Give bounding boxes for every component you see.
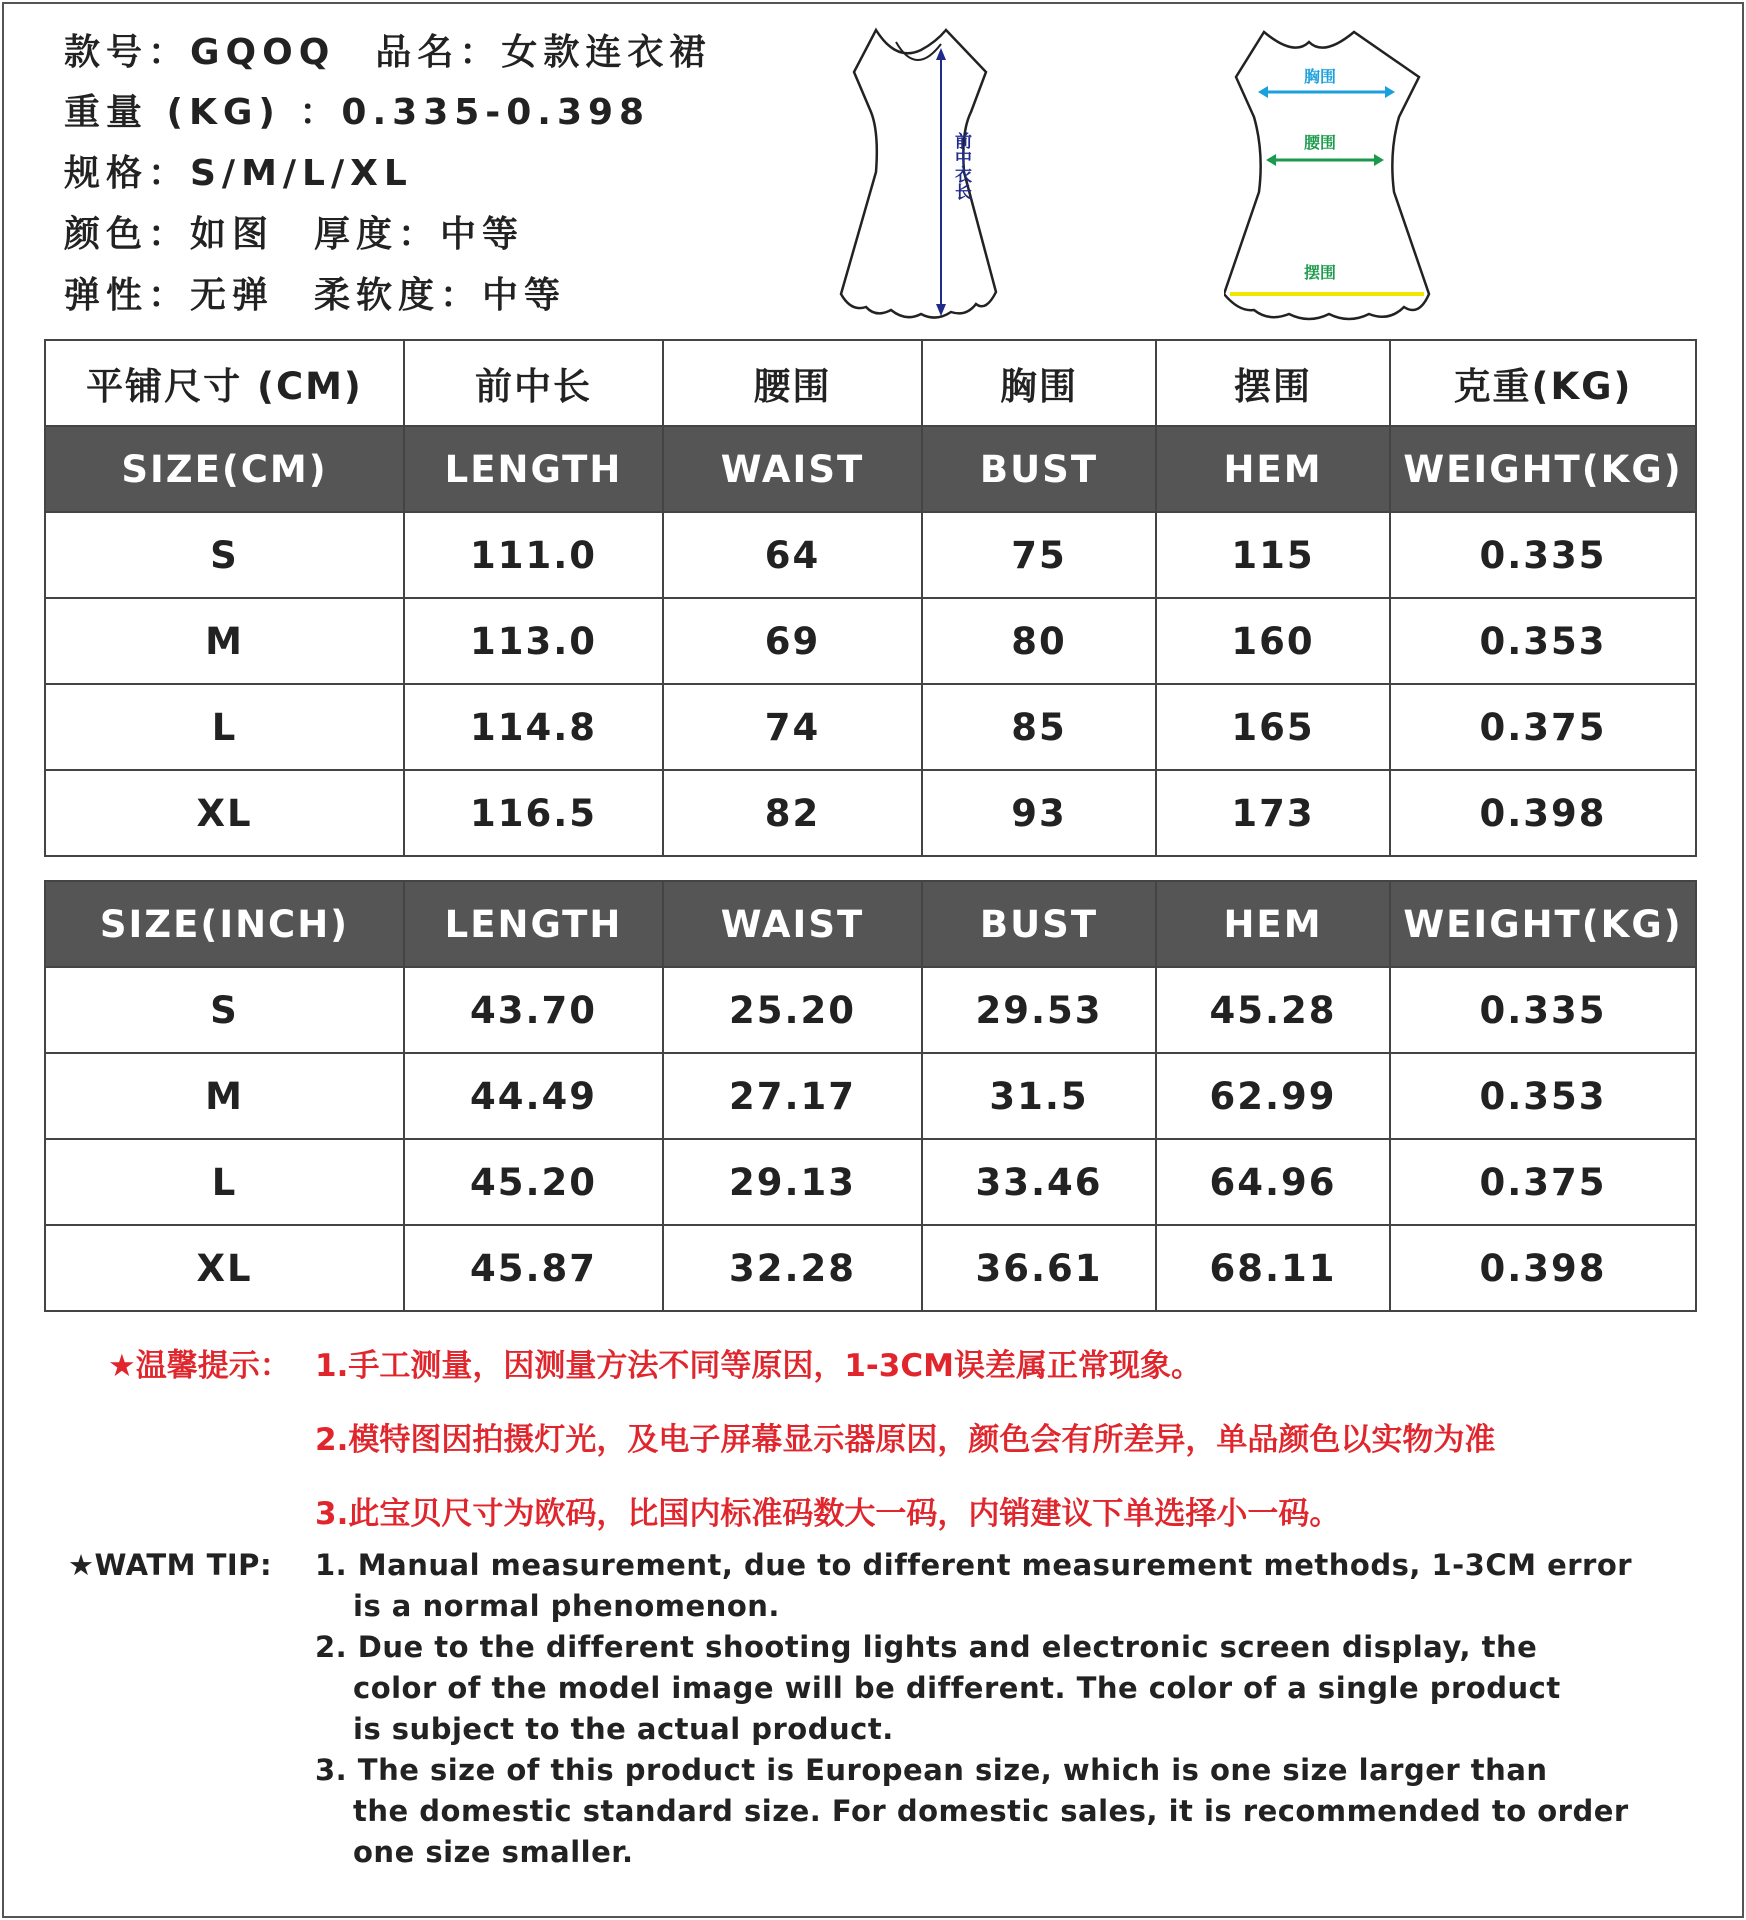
table-header-row	[45, 426, 1696, 512]
table-cell: HEM	[1156, 426, 1390, 512]
table-cell: 82	[663, 770, 922, 856]
table-cell: M	[45, 598, 404, 684]
table-row	[45, 598, 1696, 684]
table-cell: 80	[922, 598, 1156, 684]
table-cell: 114.8	[404, 684, 663, 770]
table-cell: 165	[1156, 684, 1390, 770]
note-en-line: the domestic standard size. For domestic sales, it is recommended to order	[353, 1794, 1629, 1828]
header-sizes: 规格：S/M/L/XL	[64, 153, 413, 194]
table-cell: 43.70	[404, 967, 663, 1053]
table-cell: 0.353	[1390, 598, 1696, 684]
hem-label: 摆围	[1304, 263, 1337, 282]
table-cell: 44.49	[404, 1053, 663, 1139]
table-cell: WEIGHT(KG)	[1390, 881, 1696, 967]
table-cell: 69	[663, 598, 922, 684]
table-cell: M	[45, 1053, 404, 1139]
table-cell: 62.99	[1156, 1053, 1390, 1139]
table-cell: 33.46	[922, 1139, 1156, 1225]
table-cell: BUST	[922, 881, 1156, 967]
table-cell: 113.0	[404, 598, 663, 684]
table-cell: 前中长	[404, 340, 663, 426]
table-row	[45, 770, 1696, 856]
dress-measurement-diagram	[1224, 22, 1434, 324]
table-cell: S	[45, 512, 404, 598]
table-cell: 74	[663, 684, 922, 770]
waist-label: 腰围	[1304, 133, 1337, 152]
table-cell: HEM	[1156, 881, 1390, 967]
table-cell: BUST	[922, 426, 1156, 512]
table-cell: 45.20	[404, 1139, 663, 1225]
notes-cn-label: ★温馨提示：	[108, 1348, 291, 1384]
table-cell: 29.53	[922, 967, 1156, 1053]
table-cell: XL	[45, 1225, 404, 1311]
table-cell: 64.96	[1156, 1139, 1390, 1225]
table-cell: 0.398	[1390, 770, 1696, 856]
table-cell: WAIST	[663, 426, 922, 512]
table-cell: 胸围	[922, 340, 1156, 426]
product-name: 品名：女款连衣裙	[375, 32, 712, 73]
table-cell: 36.61	[922, 1225, 1156, 1311]
table-row	[45, 1053, 1696, 1139]
table-cell: 27.17	[663, 1053, 922, 1139]
table-cell: 45.87	[404, 1225, 663, 1311]
table-cell: 0.353	[1390, 1053, 1696, 1139]
table-cell: LENGTH	[404, 426, 663, 512]
table-cell: 克重(KG)	[1390, 340, 1696, 426]
elasticity-info: 弹性：无弹	[64, 275, 275, 316]
style-number: 款号：GQOQ	[64, 32, 336, 73]
header-line-4	[64, 206, 564, 257]
softness-info: 柔软度：中等	[314, 275, 567, 316]
note-cn-3: 3.此宝贝尺寸为欧码，比国内标准码数大一码，内销建议下单选择小一码。	[315, 1496, 1341, 1532]
front-length-label: 前中衣长	[951, 132, 971, 200]
table-row	[45, 684, 1696, 770]
table-cell: XL	[45, 770, 404, 856]
note-en-line: one size smaller.	[353, 1835, 634, 1869]
table-cell: 0.375	[1390, 684, 1696, 770]
table-cell: 111.0	[404, 512, 663, 598]
table-cell: WAIST	[663, 881, 922, 967]
table-cell: 93	[922, 770, 1156, 856]
note-en-line: 3. The size of this product is European size, which is one size larger than	[315, 1753, 1548, 1787]
table-cell: 160	[1156, 598, 1390, 684]
table-cell: 173	[1156, 770, 1390, 856]
table-cell: 0.335	[1390, 512, 1696, 598]
table-cell: 0.335	[1390, 967, 1696, 1053]
table-cell: LENGTH	[404, 881, 663, 967]
note-cn-2: 2.模特图因拍摄灯光，及电子屏幕显示器原因，颜色会有所差异，单品颜色以实物为准	[315, 1422, 1496, 1458]
note-en-line: is subject to the actual product.	[353, 1712, 894, 1746]
table-cell: 0.398	[1390, 1225, 1696, 1311]
table-cell: 腰围	[663, 340, 922, 426]
header-line-1	[64, 24, 751, 75]
dress-front-length-diagram	[836, 22, 1046, 324]
table-cell: 摆围	[1156, 340, 1390, 426]
table-cell: 平铺尺寸 (CM)	[45, 340, 404, 426]
table-cell: 115	[1156, 512, 1390, 598]
header-line-5	[64, 267, 606, 318]
table-cell: 45.28	[1156, 967, 1390, 1053]
table-cell: 0.375	[1390, 1139, 1696, 1225]
table-row	[45, 512, 1696, 598]
table-cell: 31.5	[922, 1053, 1156, 1139]
table-cell: 116.5	[404, 770, 663, 856]
notes-en-label: ★WATM TIP:	[68, 1548, 273, 1582]
note-en-line: 1. Manual measurement, due to different measurement methods, 1-3CM error	[315, 1548, 1633, 1582]
size-table-inch	[44, 880, 1697, 1312]
table-row	[45, 1139, 1696, 1225]
thickness-info: 厚度：中等	[314, 214, 525, 255]
note-en-line: 2. Due to the different shooting lights and electronic screen display, the	[315, 1630, 1538, 1664]
table-cell: 25.20	[663, 967, 922, 1053]
table-cell: L	[45, 684, 404, 770]
table-cell: 64	[663, 512, 922, 598]
note-en-line: color of the model image will be different. The color of a single product	[353, 1671, 1561, 1705]
table-cell: 85	[922, 684, 1156, 770]
bust-label: 胸围	[1304, 67, 1337, 86]
table-cell: SIZE(CM)	[45, 426, 404, 512]
table-row	[45, 1225, 1696, 1311]
table-cell: SIZE(INCH)	[45, 881, 404, 967]
color-info: 颜色：如图	[64, 214, 275, 255]
note-en-line: is a normal phenomenon.	[353, 1589, 780, 1623]
table-cell: S	[45, 967, 404, 1053]
table-cell: WEIGHT(KG)	[1390, 426, 1696, 512]
table-header-row	[45, 881, 1696, 967]
table-cell: 75	[922, 512, 1156, 598]
table-cell: 32.28	[663, 1225, 922, 1311]
header-weight: 重量 (KG) ：0.335-0.398	[64, 92, 651, 133]
table-cn-header-row	[45, 340, 1696, 426]
table-cell: 68.11	[1156, 1225, 1390, 1311]
size-table-cm	[44, 339, 1697, 857]
table-row	[45, 967, 1696, 1053]
table-cell: L	[45, 1139, 404, 1225]
table-cell: 29.13	[663, 1139, 922, 1225]
note-cn-1: 1.手工测量，因测量方法不同等原因，1-3CM误差属正常现象。	[315, 1348, 1202, 1384]
